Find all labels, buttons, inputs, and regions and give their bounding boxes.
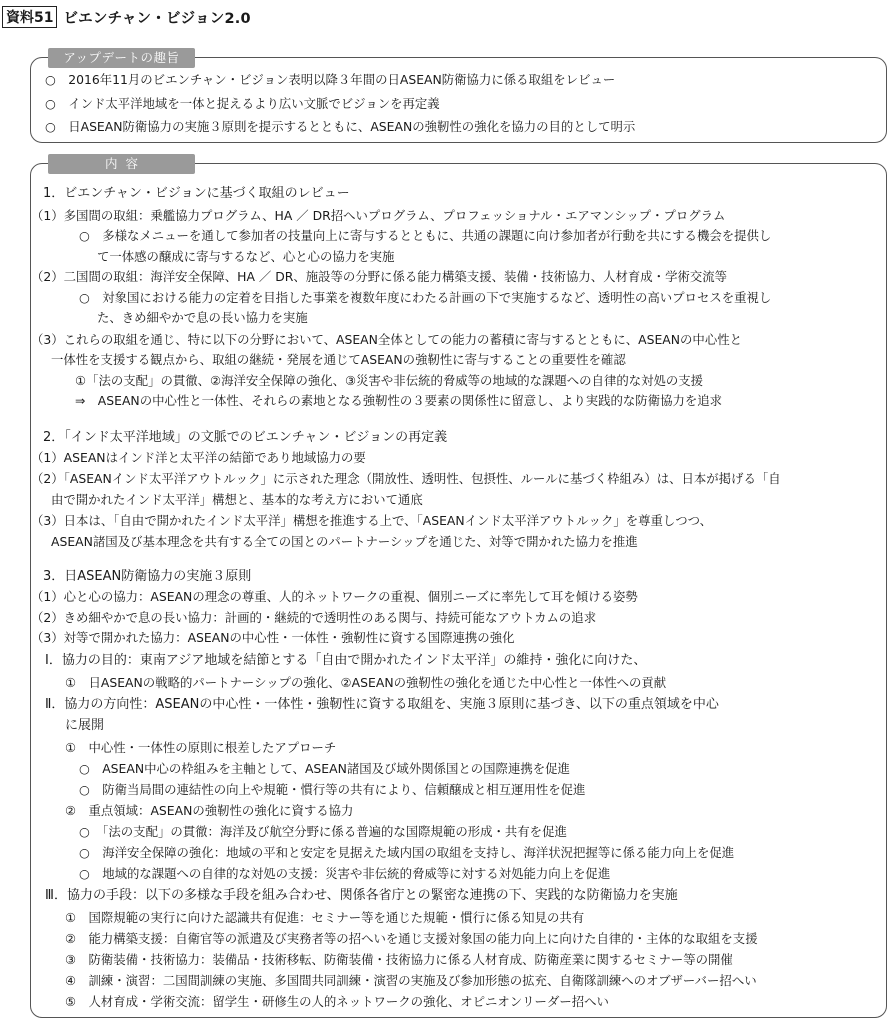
list-item: （2）「ASEANインド太平洋アウトルック」に示された理念（開放性、透明性、包摂性、ルールに基づく枠組み）は、日本が掲げる「自 [31, 471, 781, 486]
list-item: 一体性を支援する観点から、取組の継続・発展を通じてASEANの強靭性に寄与することの重要性を確認 [51, 352, 626, 367]
update-bullet: ○ 日ASEAN防衛協力の実施３原則を提示するとともに、ASEANの強靭性の強化を協力の目的として明示 [45, 119, 636, 134]
list-item: （2）きめ細やかで息の長い協力：計画的・継続的で透明性のある関与、持続可能なアウトカムの追求 [31, 610, 597, 625]
list-item: ○ 海洋安全保障の強化：地域の平和と安定を見据えた域内国の取組を支持し、海洋状況把握等に係る能力向上を促進 [79, 845, 735, 860]
update-bullet: ○ インド太平洋地域を一体と捉えるより広い文脈でビジョンを再定義 [45, 96, 440, 111]
update-purpose-box [30, 50, 887, 143]
list-item: ①「法の支配」の貫徹、②海洋安全保障の強化、③災害や非伝統的脅威等の地域的な課題への自律的な対処の支援 [75, 373, 704, 388]
list-item: ⑤ 人材育成・学術交流：留学生・研修生の人的ネットワークの強化、オピニオンリーダー招へい [65, 994, 609, 1009]
content-tab: 内容 [48, 154, 195, 174]
list-item: （2）二国間の取組：海洋安全保障、HA ／ DR、施設等の分野に係る能力構築支援、装備・技術協力、人材育成・学術交流等 [31, 269, 728, 284]
roman-heading: Ⅱ．協力の方向性：ASEANの中心性・一体性・強靭性に資する取組を、実施３原則に基づき、以下の重点領域を中心 [45, 697, 719, 712]
section-heading: 1．ビエンチャン・ビジョンに基づく取組のレビュー [43, 186, 350, 201]
section-heading: 2．「インド太平洋地域」の文脈でのビエンチャン・ビジョンの再定義 [43, 430, 448, 445]
list-item: ○ 「法の支配」の貫徹：海洋及び航空分野に係る普遍的な国際規範の形成・共有を促進 [79, 824, 567, 839]
list-item: ② 能力構築支援：自衛官等の派遣及び実務者等の招へいを通じ支援対象国の能力向上に向けた自律的・主体的な取組を支援 [65, 931, 758, 946]
list-item: ○ 防衛当局間の連結性の向上や規範・慣行等の共有により、信頼醸成と相互運用性を促進 [79, 782, 586, 797]
list-item: （3）日本は、「自由で開かれたインド太平洋」構想を推進する上で、「ASEANインド太平洋アウトルック」を尊重しつつ、 [31, 513, 712, 528]
document-title: ビエンチャン・ビジョン2.0 [63, 10, 251, 27]
section-heading: 3．日ASEAN防衛協力の実施３原則 [43, 569, 252, 584]
update-bullet: ○ 2016年11月のビエンチャン・ビジョン表明以降３年間の日ASEAN防衛協力に係る取組をレビュー [45, 72, 616, 87]
list-item: ⇒ ASEANの中心性と一体性、それらの素地となる強靭性の３要素の関係性に留意し、より実践的な防衛協力を追求 [75, 393, 723, 408]
roman-heading: Ⅰ．協力の目的：東南アジア地域を結節とする「自由で開かれたインド太平洋」の維持・強化に向けた、 [45, 653, 647, 668]
list-item: ② 重点領域：ASEANの強靭性の強化に資する協力 [65, 803, 354, 818]
document-label: 資料51 [2, 6, 57, 28]
list-item: （3）対等で開かれた協力：ASEANの中心性・一体性・強靭性に資する国際連携の強化 [31, 630, 515, 645]
list-item: ○ 対象国における能力の定着を目指した事業を複数年度にわたる計画の下で実施するなど、透明性の高いプロセスを重視し [79, 290, 772, 305]
content-box [30, 156, 887, 1018]
list-item: ○ ASEAN中心の枠組みを主軸として、ASEAN諸国及び域外関係国との国際連携を促進 [79, 761, 570, 776]
roman-heading: Ⅲ．協力の手段：以下の多様な手段を組み合わせ、関係各省庁との緊密な連携の下、実践的な防衛協力を実施 [45, 888, 678, 903]
list-item: た、きめ細やかで息の長い協力を実施 [97, 310, 308, 325]
list-item: ○ 多様なメニューを通して参加者の技量向上に寄与するとともに、共通の課題に向け参加者が行動を共にする機会を提供し [79, 228, 772, 243]
list-item: ① 中心性・一体性の原則に根差したアプローチ [65, 740, 337, 755]
roman-heading: に展開 [65, 718, 105, 733]
list-item: ③ 防衛装備・技術協力：装備品・技術移転、防衛装備・技術協力に係る人材育成、防衛産業に関するセミナー等の開催 [65, 952, 733, 967]
list-item: ④ 訓練・演習：二国間訓練の実施、多国間共同訓練・演習の実施及び参加形態の拡充、自衛隊訓練へのオブザーバー招へい [65, 973, 757, 988]
list-item: （1）ASEANはインド洋と太平洋の結節であり地域協力の要 [31, 450, 366, 465]
list-item: （3）これらの取組を通じ、特に以下の分野において、ASEAN全体としての能力の蓄積に寄与するとともに、ASEANの中心性と [31, 332, 742, 347]
document-header [2, 5, 251, 29]
list-item: ① 国際規範の実行に向けた認識共有促進：セミナー等を通じた規範・慣行に係る知見の共有 [65, 910, 585, 925]
list-item: ① 日ASEANの戦略的パートナーシップの強化、②ASEANの強靭性の強化を通じた中心性と一体性への貢献 [65, 675, 667, 690]
list-item: （1）多国間の取組：乗艦協力プログラム、HA ／ DR招へいプログラム、プロフェッショナル・エアマンシップ・プログラム [31, 208, 726, 223]
list-item: ASEAN諸国及び基本理念を共有する全ての国とのパートナーシップを通じた、対等で開かれた協力を推進 [51, 534, 638, 549]
list-item: て一体感の醸成に寄与するなど、心と心の協力を実施 [97, 249, 395, 264]
list-item: 由で開かれたインド太平洋」構想と、基本的な考え方において通底 [51, 492, 423, 507]
update-purpose-tab: アップデートの趣旨 [48, 48, 195, 68]
list-item: ○ 地域的な課題への自律的な対処の支援：災害や非伝統的脅威等に対する対処能力向上を促進 [79, 866, 611, 881]
list-item: （1）心と心の協力：ASEANの理念の尊重、人的ネットワークの重視、個別ニーズに率先して耳を傾ける姿勢 [31, 589, 638, 604]
